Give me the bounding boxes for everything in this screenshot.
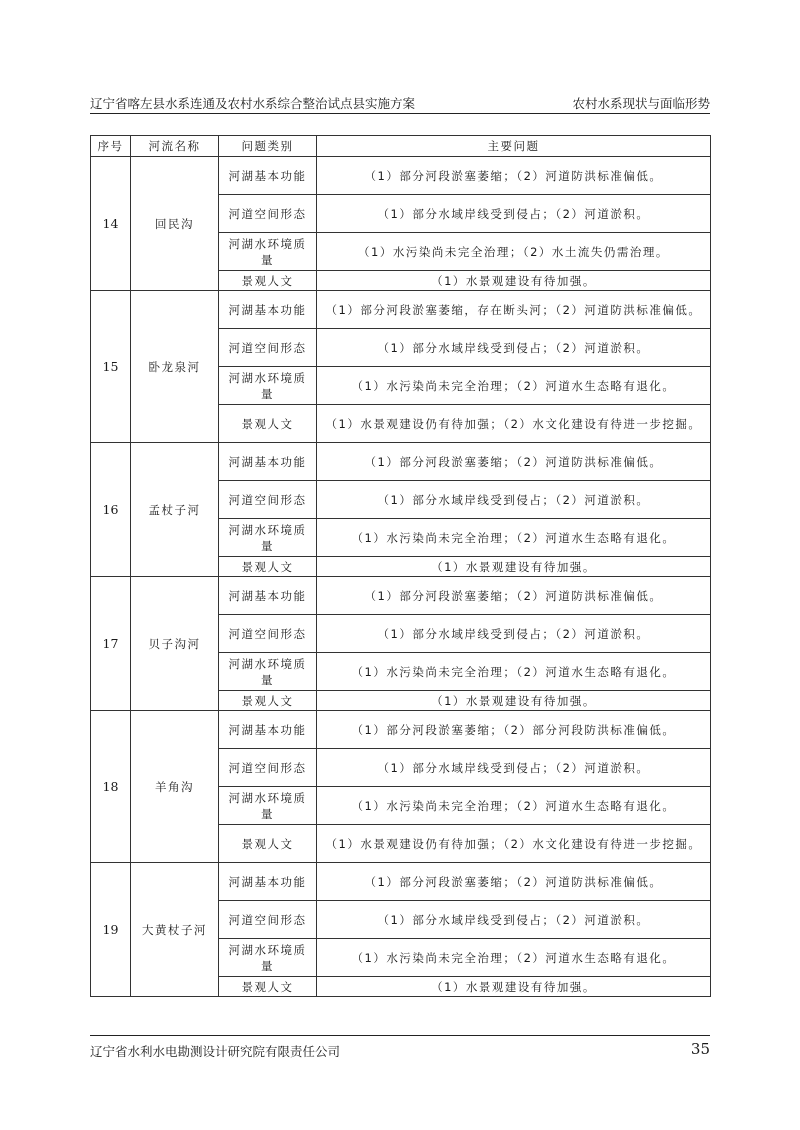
river-number: 19 bbox=[91, 863, 131, 997]
issue-category: 河湖基本功能 bbox=[219, 157, 317, 195]
issue-description: （1）水景观建设仍有待加强；（2）水文化建设有待进一步挖掘。 bbox=[317, 825, 711, 863]
table-header-row bbox=[91, 136, 711, 157]
issue-description: （1）部分水域岸线受到侵占；（2）河道淤积。 bbox=[317, 901, 711, 939]
issue-category: 河湖水环境质量 bbox=[219, 519, 317, 557]
river-number: 15 bbox=[91, 291, 131, 443]
river-name: 羊角沟 bbox=[131, 711, 219, 863]
issue-description: （1）水景观建设仍有待加强；（2）水文化建设有待进一步挖掘。 bbox=[317, 405, 711, 443]
document-title: 辽宁省喀左县水系连通及农村水系综合整治试点县实施方案 bbox=[90, 96, 416, 111]
issue-description: （1）水景观建设有待加强。 bbox=[317, 691, 711, 711]
issue-description: （1）部分河段淤塞萎缩；（2）河道防洪标准偏低。 bbox=[317, 443, 711, 481]
river-issues-table bbox=[90, 135, 711, 997]
issue-category: 景观人文 bbox=[219, 825, 317, 863]
river-name: 回民沟 bbox=[131, 157, 219, 291]
issue-category: 河湖基本功能 bbox=[219, 443, 317, 481]
issue-description: （1）水污染尚未完全治理；（2）河道水生态略有退化。 bbox=[317, 367, 711, 405]
issue-category: 河湖水环境质量 bbox=[219, 367, 317, 405]
institute-name: 辽宁省水利水电勘测设计研究院有限责任公司 bbox=[90, 1044, 341, 1059]
river-number: 17 bbox=[91, 577, 131, 711]
issue-category: 河道空间形态 bbox=[219, 481, 317, 519]
table-body bbox=[91, 157, 711, 997]
issue-category: 河道空间形态 bbox=[219, 615, 317, 653]
river-number: 14 bbox=[91, 157, 131, 291]
issue-description: （1）水景观建设有待加强。 bbox=[317, 271, 711, 291]
table-row bbox=[91, 291, 711, 329]
issue-category: 景观人文 bbox=[219, 557, 317, 577]
issue-category: 景观人文 bbox=[219, 271, 317, 291]
issue-category: 河道空间形态 bbox=[219, 329, 317, 367]
page-number: 35 bbox=[690, 1040, 710, 1058]
issue-category: 河湖基本功能 bbox=[219, 291, 317, 329]
page-header bbox=[90, 94, 710, 112]
issue-description: （1）部分水域岸线受到侵占；（2）河道淤积。 bbox=[317, 329, 711, 367]
issue-category: 河道空间形态 bbox=[219, 749, 317, 787]
issue-description: （1）部分水域岸线受到侵占；（2）河道淤积。 bbox=[317, 615, 711, 653]
issue-category: 河湖基本功能 bbox=[219, 577, 317, 615]
issue-category: 河湖水环境质量 bbox=[219, 939, 317, 977]
issue-category: 河道空间形态 bbox=[219, 901, 317, 939]
issue-description: （1）部分水域岸线受到侵占；（2）河道淤积。 bbox=[317, 481, 711, 519]
issue-description: （1）水污染尚未完全治理；（2）河道水生态略有退化。 bbox=[317, 939, 711, 977]
issue-category: 河湖基本功能 bbox=[219, 863, 317, 901]
issue-description: （1）部分河段淤塞萎缩；（2）部分河段防洪标准偏低。 bbox=[317, 711, 711, 749]
table-row bbox=[91, 863, 711, 901]
header-category: 问题类别 bbox=[219, 136, 317, 157]
footer-rule bbox=[90, 1035, 710, 1036]
header-main-issue: 主要问题 bbox=[317, 136, 711, 157]
issue-category: 景观人文 bbox=[219, 691, 317, 711]
river-number: 18 bbox=[91, 711, 131, 863]
river-name: 孟杖子河 bbox=[131, 443, 219, 577]
issue-description: （1）部分河段淤塞萎缩；（2）河道防洪标准偏低。 bbox=[317, 157, 711, 195]
river-name: 贝子沟河 bbox=[131, 577, 219, 711]
issue-category: 河湖基本功能 bbox=[219, 711, 317, 749]
header-river-name: 河流名称 bbox=[131, 136, 219, 157]
issue-description: （1）部分水域岸线受到侵占；（2）河道淤积。 bbox=[317, 195, 711, 233]
issue-category: 景观人文 bbox=[219, 977, 317, 997]
issue-category: 河湖水环境质量 bbox=[219, 233, 317, 271]
issue-description: （1）水污染尚未完全治理；（2）水土流失仍需治理。 bbox=[317, 233, 711, 271]
issue-description: （1）水污染尚未完全治理；（2）河道水生态略有退化。 bbox=[317, 787, 711, 825]
table-row bbox=[91, 157, 711, 195]
issue-description: （1）水污染尚未完全治理；（2）河道水生态略有退化。 bbox=[317, 519, 711, 557]
issue-category: 河道空间形态 bbox=[219, 195, 317, 233]
issue-category: 河湖水环境质量 bbox=[219, 653, 317, 691]
issue-description: （1）部分水域岸线受到侵占；（2）河道淤积。 bbox=[317, 749, 711, 787]
issue-description: （1）水污染尚未完全治理；（2）河道水生态略有退化。 bbox=[317, 653, 711, 691]
river-name: 大黄杖子河 bbox=[131, 863, 219, 997]
issue-description: （1）水景观建设有待加强。 bbox=[317, 977, 711, 997]
chapter-title: 农村水系现状与面临形势 bbox=[572, 96, 710, 111]
table-row bbox=[91, 577, 711, 615]
issue-description: （1）部分河段淤塞萎缩；（2）河道防洪标准偏低。 bbox=[317, 577, 711, 615]
page-footer bbox=[90, 1040, 710, 1060]
issue-category: 景观人文 bbox=[219, 405, 317, 443]
issue-category: 河湖水环境质量 bbox=[219, 787, 317, 825]
issue-description: （1）部分河段淤塞萎缩，存在断头河；（2）河道防洪标准偏低。 bbox=[317, 291, 711, 329]
issue-description: （1）水景观建设有待加强。 bbox=[317, 557, 711, 577]
table-row bbox=[91, 443, 711, 481]
header-no: 序号 bbox=[91, 136, 131, 157]
table-row bbox=[91, 711, 711, 749]
issue-description: （1）部分河段淤塞萎缩；（2）河道防洪标准偏低。 bbox=[317, 863, 711, 901]
river-name: 卧龙泉河 bbox=[131, 291, 219, 443]
river-number: 16 bbox=[91, 443, 131, 577]
header-rule bbox=[90, 113, 710, 114]
